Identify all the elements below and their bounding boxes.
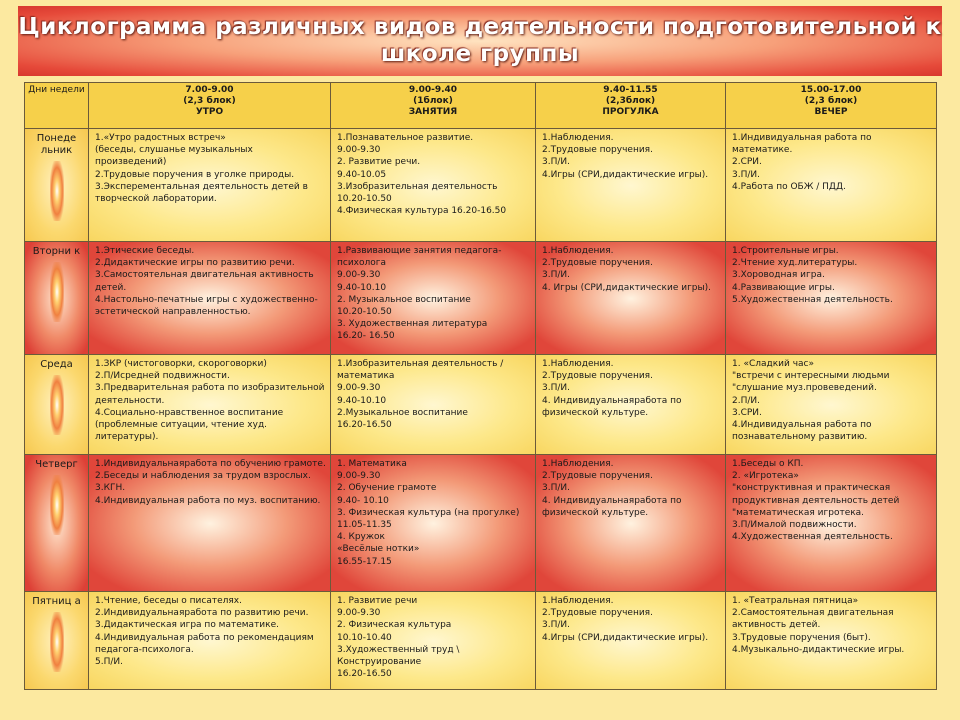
table-cell: 1.Наблюдения. 2.Трудовые поручения. 3.П/И. 4. Индивидуальнаяработа по физической культуре.: [536, 355, 726, 455]
table-cell: 1. «Театральная пятница» 2.Самостоятельная двигательная активность детей. 3.Трудовые поручения (быт). 4.Музыкально-дидактические игры.: [726, 592, 937, 690]
sparkle-decoration: [50, 612, 64, 672]
day-name: Среда: [40, 359, 73, 370]
sparkle-decoration: [50, 475, 64, 535]
table-cell: 1.Индивидуальная работа по математике. 2.СРИ. 3.П/И. 4.Работа по ОБЖ / ПДД.: [726, 129, 937, 242]
column-header-lessons: [331, 83, 536, 129]
table-cell: 1.Наблюдения. 2.Трудовые поручения. 3.П/И. 4. Индивидуальнаяработа по физической культуре.: [536, 455, 726, 592]
day-name: Четверг: [35, 459, 78, 470]
table-row-friday: [25, 592, 937, 690]
table-row-monday: [25, 129, 937, 242]
table-cell: 1. «Сладкий час» "встречи с интересными людьми "слушание муз.провеведений. 2.П/И. 3.СРИ. 4.Индивидуальная работа по познавательному развитию.: [726, 355, 937, 455]
table-cell: 1.Развивающие занятия педагога-психолога 9.00-9.30 9.40-10.10 2. Музыкальное воспитание 10.20-10.50 3. Художественная литература 16.20- 16.50: [331, 242, 536, 355]
table-cell: 1. Развитие речи 9.00-9.30 2. Физическая культура 10.10-10.40 3.Художественный труд \ Конструирование 16.20-16.50: [331, 592, 536, 690]
column-time: 9.00-9.40: [408, 85, 458, 95]
column-block: (2,3 блок): [804, 96, 858, 106]
title-banner: [18, 6, 942, 76]
table-row-wednesday: [25, 355, 937, 455]
sparkle-decoration: [50, 262, 64, 322]
column-time: 15.00-17.00: [800, 85, 862, 95]
table-row-tuesday: [25, 242, 937, 355]
column-block: (1блок): [413, 96, 453, 106]
table-cell: 1.Наблюдения. 2.Трудовые поручения. 3.П/И. 4. Игры (СРИ,дидактические игры).: [536, 242, 726, 355]
column-name: ПРОГУЛКА: [602, 107, 659, 117]
table-cell: 1.Этические беседы. 2.Дидактические игры по развитию речи. 3.Самостоятельная двигательная активность детей. 4.Настольно-печатные игры с художественно-эстетической направленностью.: [89, 242, 331, 355]
column-time: 9.40-11.55: [603, 85, 658, 95]
table-cell: 1.Изобразительная деятельность / математика 9.00-9.30 9.40-10.10 2.Музыкальное воспитание 16.20-16.50: [331, 355, 536, 455]
column-time: 7.00-9.00: [185, 85, 234, 95]
page-title-line-1: Циклограмма различных видов деятельности подготовительной к: [18, 14, 942, 40]
table-cell: 1.«Утро радостных встреч» (беседы, слушанье музыкальных произведений) 2.Трудовые поручения в уголке природы. 3.Эксперементальная деятельность детей в творческой лаборатории.: [89, 129, 331, 242]
table-cell: 1.Наблюдения. 2.Трудовые поручения. 3.П/И. 4.Игры (СРИ,дидактические игры).: [536, 129, 726, 242]
table-row-thursday: [25, 455, 937, 592]
page-title-line-2: школе группы: [380, 41, 580, 67]
day-cell: [25, 455, 89, 592]
table-cell: 1.Чтение, беседы о писателях. 2.Индивидуальнаяработа по развитию речи. 3.Дидактическая игра по математике. 4.Индивидуальная работа по рекомендациям педагога-психолога. 5.П/И.: [89, 592, 331, 690]
day-cell: [25, 592, 89, 690]
day-column-header: Дни недели: [25, 83, 89, 129]
table-cell: 1.Беседы о КП. 2. «Игротека» "конструктивная и практическая продуктивная деятельность детей "математическая игротека. 3.П/Ималой подвижности. 4.Художественная деятельность.: [726, 455, 937, 592]
column-header-morning: [89, 83, 331, 129]
table-cell: 1.Индивидуальнаяработа по обучению грамоте. 2.Беседы и наблюдения за трудом взрослых. 3.КГН. 4.Индивидуальная работа по муз. воспитанию.: [89, 455, 331, 592]
column-header-evening: [726, 83, 937, 129]
table-cell: 1.Строительные игры. 2.Чтение худ.литературы. 3.Хороводная игра. 4.Развивающие игры. 5.Художественная деятельность.: [726, 242, 937, 355]
day-cell: [25, 129, 89, 242]
column-name: ВЕЧЕР: [814, 107, 848, 117]
day-cell: [25, 242, 89, 355]
column-name: ЗАНЯТИЯ: [408, 107, 458, 117]
day-cell: [25, 355, 89, 455]
day-name: Пятниц а: [32, 596, 81, 607]
table-cell: 1.Наблюдения. 2.Трудовые поручения. 3.П/И. 4.Игры (СРИ,дидактические игры).: [536, 592, 726, 690]
table-cell: 1. Математика 9.00-9.30 2. Обучение грамоте 9.40- 10.10 3. Физическая культура (на прогулке) 11.05-11.35 4. Кружок «Весёлые нотки» 16.55-17.15: [331, 455, 536, 592]
sparkle-decoration: [50, 375, 64, 435]
column-name: УТРО: [195, 107, 224, 117]
day-name: Понеде льник: [36, 133, 77, 156]
column-block: (2,3 блок): [183, 96, 236, 106]
header-row: [25, 83, 937, 129]
column-block: (2,3блок): [605, 96, 656, 106]
table-cell: 1.ЗКР (чистоговорки, скороговорки) 2.П/Исредней подвижности. 3.Предварительная работа по изобразительной деятельности. 4.Социально-нравственное воспитание (проблемные ситуации, чтение худ. литературы).: [89, 355, 331, 455]
schedule-table: [24, 82, 937, 690]
day-name: Вторни к: [32, 246, 81, 257]
table-cell: 1.Познавательное развитие. 9.00-9.30 2. Развитие речи. 9.40-10.05 3.Изобразительная деятельность 10.20-10.50 4.Физическая культура 16.20-16.50: [331, 129, 536, 242]
column-header-walk: [536, 83, 726, 129]
sparkle-decoration: [50, 161, 64, 221]
